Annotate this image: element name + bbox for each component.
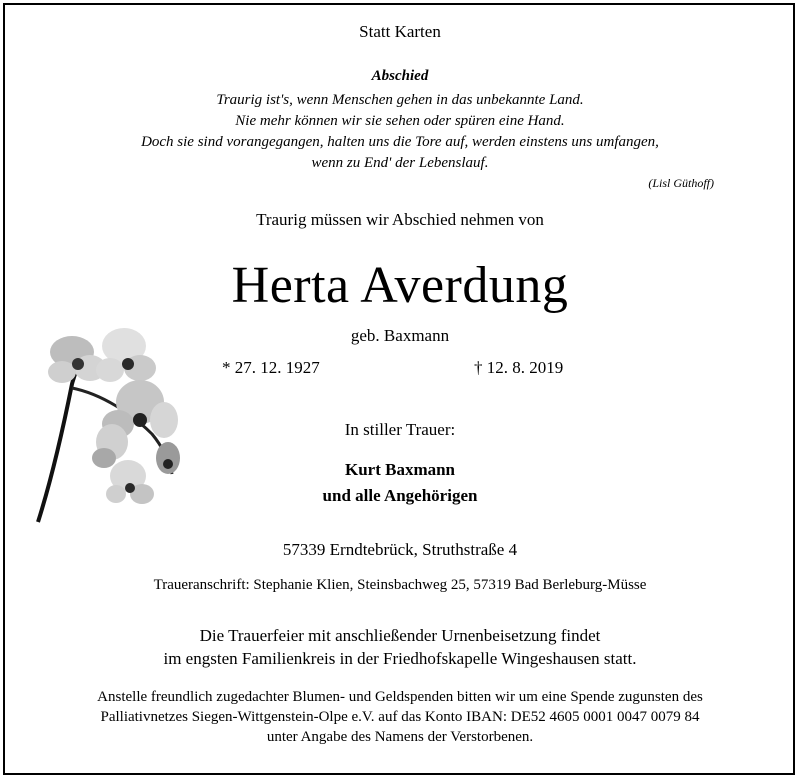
service-line: Die Trauerfeier mit anschließender Urnenbeisetzung findet: [199, 626, 601, 645]
mourning-heading: In stiller Trauer:: [344, 420, 456, 439]
poem-line: Traurig ist's, wenn Menschen gehen in das unbekannte Land.: [216, 92, 584, 108]
poem-line: Nie mehr können wir sie sehen oder spüren eine Hand.: [235, 113, 565, 129]
intro-text: Traurig müssen wir Abschied nehmen von: [256, 210, 544, 229]
donation-line: Palliativnetzes Siegen-Wittgenstein-Olpe e.V. auf das Konto IBAN: DE52 4605 0001 0047 0079 84: [100, 709, 700, 725]
mourners-list: [0, 457, 800, 509]
residence-address: 57339 Erndtebrück, Struthstraße 4: [282, 540, 518, 559]
birth-date: * 27. 12. 1927: [222, 358, 320, 377]
donation-text: [0, 687, 800, 747]
service-line: im engsten Familienkreis in der Friedhofskapelle Wingeshausen statt.: [163, 649, 637, 668]
poem-author: (Lisl Güthoff): [648, 176, 714, 190]
funeral-service-text: [0, 624, 800, 670]
poem-line: wenn zu End' der Lebenslauf.: [311, 155, 489, 171]
deceased-name: Herta Averdung: [231, 257, 569, 314]
poem-text: [0, 90, 800, 174]
mourner-name: Kurt Baxmann: [344, 460, 456, 479]
mourner-name: und alle Angehörigen: [322, 486, 478, 505]
death-date: † 12. 8. 2019: [474, 358, 564, 377]
condolence-address: Traueranschrift: Stephanie Klien, Steinsbachweg 25, 57319 Bad Berleburg-Müsse: [153, 577, 647, 593]
header-statt-karten: Statt Karten: [359, 22, 441, 41]
birth-name: geb. Baxmann: [350, 326, 450, 345]
donation-line: unter Angabe des Namens der Verstorbenen.: [266, 729, 534, 745]
poem-line: Doch sie sind vorangegangen, halten uns die Tore auf, werden einstens uns umfangen,: [141, 134, 659, 150]
donation-line: Anstelle freundlich zugedachter Blumen- und Geldspenden bitten wir um eine Spende zugunsten des: [97, 689, 703, 705]
poem-title: Abschied: [371, 68, 429, 84]
